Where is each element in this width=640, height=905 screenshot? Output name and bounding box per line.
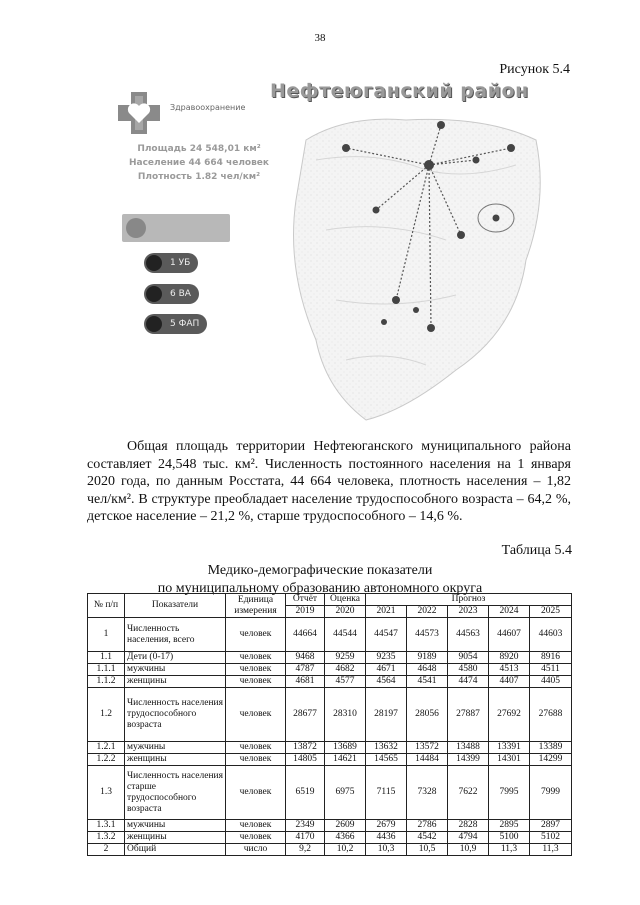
value-cell: 4787 — [286, 664, 325, 676]
value-cell: 7115 — [366, 766, 407, 820]
value-cell: 4794 — [448, 832, 489, 844]
row-number: 2 — [88, 844, 125, 856]
unit-cell: человек — [226, 664, 286, 676]
unit-cell: число — [226, 844, 286, 856]
value-cell: 2828 — [448, 820, 489, 832]
value-cell: 4405 — [530, 676, 572, 688]
value-cell: 28310 — [325, 688, 366, 742]
value-cell: 4681 — [286, 676, 325, 688]
unit-cell: человек — [226, 688, 286, 742]
row-number: 1.3.1 — [88, 820, 125, 832]
value-cell: 4564 — [366, 676, 407, 688]
value-cell: 28677 — [286, 688, 325, 742]
value-cell: 2786 — [407, 820, 448, 832]
value-cell: 14621 — [325, 754, 366, 766]
value-cell: 14805 — [286, 754, 325, 766]
row-number: 1.3.2 — [88, 832, 125, 844]
table-row — [88, 754, 572, 766]
indicator-name: Дети (0-17) — [125, 652, 226, 664]
value-cell: 2349 — [286, 820, 325, 832]
value-cell: 27688 — [530, 688, 572, 742]
value-cell: 4511 — [530, 664, 572, 676]
table-row — [88, 688, 572, 742]
year-cell: 2022 — [407, 606, 448, 618]
district-map — [286, 110, 548, 423]
row-number: 1.2 — [88, 688, 125, 742]
unit-cell: человек — [226, 618, 286, 652]
indicator-name: Численность населения, всего — [125, 618, 226, 652]
value-cell: 5100 — [489, 832, 530, 844]
district-stats — [114, 142, 284, 184]
value-cell: 5102 — [530, 832, 572, 844]
value-cell: 13391 — [489, 742, 530, 754]
value-cell: 7328 — [407, 766, 448, 820]
value-cell: 9,2 — [286, 844, 325, 856]
facility-badge-va: 6 ВА — [144, 284, 199, 304]
value-cell: 4577 — [325, 676, 366, 688]
page-number: 38 — [314, 32, 326, 44]
value-cell: 28197 — [366, 688, 407, 742]
indicator-name: женщины — [125, 676, 226, 688]
indicator-name: женщины — [125, 832, 226, 844]
unit-cell: человек — [226, 820, 286, 832]
indicator-name: мужчины — [125, 742, 226, 754]
hospital-icon — [146, 255, 162, 271]
indicator-name: мужчины — [125, 664, 226, 676]
facility-badge-ub: 1 УБ — [144, 253, 198, 273]
area-stat: Площадь 24 548,01 км² — [137, 144, 261, 154]
value-cell: 44573 — [407, 618, 448, 652]
table-row — [88, 766, 572, 820]
district-title: Нефтеюганский район — [270, 80, 529, 102]
value-cell: 14399 — [448, 754, 489, 766]
value-cell: 8920 — [489, 652, 530, 664]
table-row — [88, 618, 572, 652]
value-cell: 4541 — [407, 676, 448, 688]
value-cell: 2609 — [325, 820, 366, 832]
year-cell: 2023 — [448, 606, 489, 618]
value-cell: 2895 — [489, 820, 530, 832]
value-cell: 13872 — [286, 742, 325, 754]
value-cell: 4436 — [366, 832, 407, 844]
table-row — [88, 676, 572, 688]
value-cell: 2679 — [366, 820, 407, 832]
value-cell: 44664 — [286, 618, 325, 652]
header-estimate: Оценка — [325, 594, 366, 606]
value-cell: 6519 — [286, 766, 325, 820]
indicator-name: мужчины — [125, 820, 226, 832]
value-cell: 44607 — [489, 618, 530, 652]
year-cell: 2021 — [366, 606, 407, 618]
demographic-table — [87, 593, 572, 856]
row-number: 1.2.2 — [88, 754, 125, 766]
facility-badge-fap: 5 ФАП — [144, 314, 207, 334]
value-cell: 44563 — [448, 618, 489, 652]
header-forecast: Прогноз — [366, 594, 572, 606]
value-cell: 10,5 — [407, 844, 448, 856]
value-cell: 10,9 — [448, 844, 489, 856]
table-row — [88, 820, 572, 832]
hospital-bar — [122, 214, 230, 242]
row-number: 1.1.1 — [88, 664, 125, 676]
value-cell: 11,3 — [489, 844, 530, 856]
header-unit: Единица измерения — [226, 594, 286, 618]
unit-cell: человек — [226, 754, 286, 766]
row-number: 1 — [88, 618, 125, 652]
feldsher-post-icon — [146, 316, 162, 332]
value-cell: 14301 — [489, 754, 530, 766]
value-cell: 10,2 — [325, 844, 366, 856]
value-cell: 4170 — [286, 832, 325, 844]
health-label: Здравоохранение — [170, 103, 246, 112]
value-cell: 14299 — [530, 754, 572, 766]
row-number: 1.1 — [88, 652, 125, 664]
header-indicator: Показатели — [125, 594, 226, 618]
indicator-name: Численность населения трудоспособного возраста — [125, 688, 226, 742]
table-row — [88, 742, 572, 754]
population-stat: Население 44 664 человек — [128, 158, 270, 168]
indicator-name: женщины — [125, 754, 226, 766]
value-cell: 4513 — [489, 664, 530, 676]
value-cell: 44603 — [530, 618, 572, 652]
value-cell: 7999 — [530, 766, 572, 820]
value-cell: 10,3 — [366, 844, 407, 856]
value-cell: 4580 — [448, 664, 489, 676]
value-cell: 9468 — [286, 652, 325, 664]
value-cell: 4474 — [448, 676, 489, 688]
figure-caption: Рисунок 5.4 — [499, 62, 570, 77]
header-num: № п/п — [88, 594, 125, 618]
value-cell: 6975 — [325, 766, 366, 820]
value-cell: 4366 — [325, 832, 366, 844]
value-cell: 7995 — [489, 766, 530, 820]
year-cell: 2025 — [530, 606, 572, 618]
district-infographic — [108, 78, 548, 423]
value-cell: 4648 — [407, 664, 448, 676]
row-number: 1.1.2 — [88, 676, 125, 688]
value-cell: 44544 — [325, 618, 366, 652]
header-report: Отчёт — [286, 594, 325, 606]
indicator-name: Численность населения старше трудоспособного возраста — [125, 766, 226, 820]
density-stat: Плотность 1.82 чел/км² — [137, 172, 261, 182]
value-cell: 4542 — [407, 832, 448, 844]
value-cell: 13689 — [325, 742, 366, 754]
value-cell: 4671 — [366, 664, 407, 676]
table-row — [88, 844, 572, 856]
value-cell: 9259 — [325, 652, 366, 664]
year-cell: 2020 — [325, 606, 366, 618]
value-cell: 13572 — [407, 742, 448, 754]
value-cell: 27692 — [489, 688, 530, 742]
value-cell: 2897 — [530, 820, 572, 832]
value-cell: 13632 — [366, 742, 407, 754]
description-paragraph: Общая площадь территории Нефтеюганского муниципального района составляет 24,548 тыс. км². Численность постоянного населения на 1 января 2020 года, по данным Росстата, 44 664 человека, плотность населения – 1,82 чел/км². В структуре преобладает население трудоспособного возраста – 64,2 %, детское население – 21,2 %, старше трудоспособного – 14,6 %. — [87, 439, 571, 524]
table-title: Медико-демографические показатели по муниципальному образованию автономного округа — [157, 563, 483, 596]
value-cell: 9235 — [366, 652, 407, 664]
hospital-icon — [126, 218, 146, 238]
value-cell: 9189 — [407, 652, 448, 664]
value-cell: 13488 — [448, 742, 489, 754]
health-logo-icon — [116, 90, 162, 136]
unit-cell: человек — [226, 652, 286, 664]
value-cell: 4682 — [325, 664, 366, 676]
table-header-row — [88, 594, 572, 606]
table-row — [88, 664, 572, 676]
unit-cell: человек — [226, 676, 286, 688]
indicator-name: Общий — [125, 844, 226, 856]
row-number: 1.2.1 — [88, 742, 125, 754]
value-cell: 14484 — [407, 754, 448, 766]
value-cell: 4407 — [489, 676, 530, 688]
value-cell: 44547 — [366, 618, 407, 652]
table-row — [88, 652, 572, 664]
value-cell: 9054 — [448, 652, 489, 664]
unit-cell: человек — [226, 742, 286, 754]
ambulatory-icon — [146, 286, 162, 302]
unit-cell: человек — [226, 832, 286, 844]
value-cell: 11,3 — [530, 844, 572, 856]
value-cell: 8916 — [530, 652, 572, 664]
year-cell: 2019 — [286, 606, 325, 618]
value-cell: 27887 — [448, 688, 489, 742]
value-cell: 28056 — [407, 688, 448, 742]
value-cell: 14565 — [366, 754, 407, 766]
value-cell: 7622 — [448, 766, 489, 820]
year-cell: 2024 — [489, 606, 530, 618]
table-row — [88, 832, 572, 844]
unit-cell: человек — [226, 766, 286, 820]
value-cell: 13389 — [530, 742, 572, 754]
table-caption: Таблица 5.4 — [501, 543, 572, 558]
row-number: 1.3 — [88, 766, 125, 820]
